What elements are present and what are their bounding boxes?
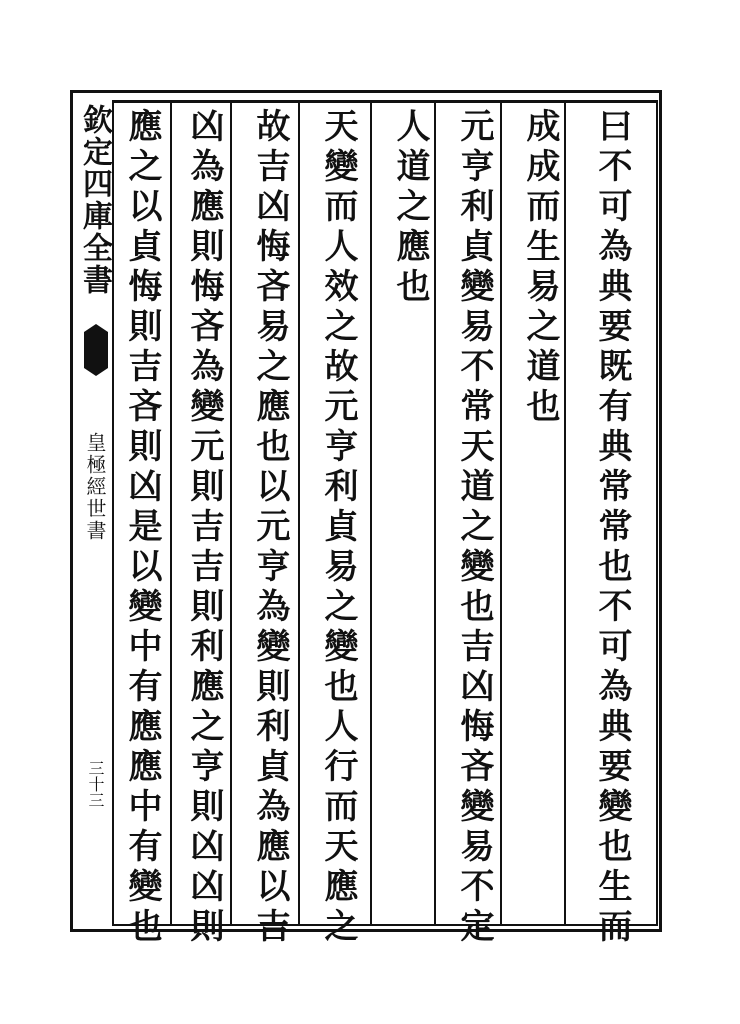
column-rule <box>298 100 300 926</box>
text-column-6: 故吉凶悔吝易之應也以元亨為變則利貞為應以吉 <box>250 108 290 948</box>
text-column-5: 天變而人效之故元亨利貞易之變也人行而天應之 <box>318 108 358 948</box>
column-rule <box>564 100 566 926</box>
text-column-4: 人道之應也 <box>390 108 430 308</box>
fish-tail-ornament-icon <box>84 332 108 368</box>
column-rule <box>500 100 502 926</box>
column-rule <box>230 100 232 926</box>
text-column-2: 成成而生易之道也 <box>520 108 560 428</box>
book-title: 皇極經世書 <box>83 432 107 542</box>
column-rule <box>434 100 436 926</box>
column-rule <box>170 100 172 926</box>
column-rule <box>370 100 372 926</box>
text-column-8: 應之以貞悔則吉吝則凶是以變中有應應中有變也 <box>122 108 162 948</box>
text-column-7: 凶為應則悔吝為變元則吉吉則利應之亨則凶凶則 <box>184 108 224 948</box>
text-column-1: 曰不可為典要既有典常常也不可為典要變也生而 <box>592 108 632 948</box>
collection-title: 欽定四庫全書 <box>77 104 112 296</box>
text-column-3: 元亨利貞變易不常天道之變也吉凶悔吝變易不定 <box>454 108 494 948</box>
page-number: 三十三 <box>86 760 105 808</box>
